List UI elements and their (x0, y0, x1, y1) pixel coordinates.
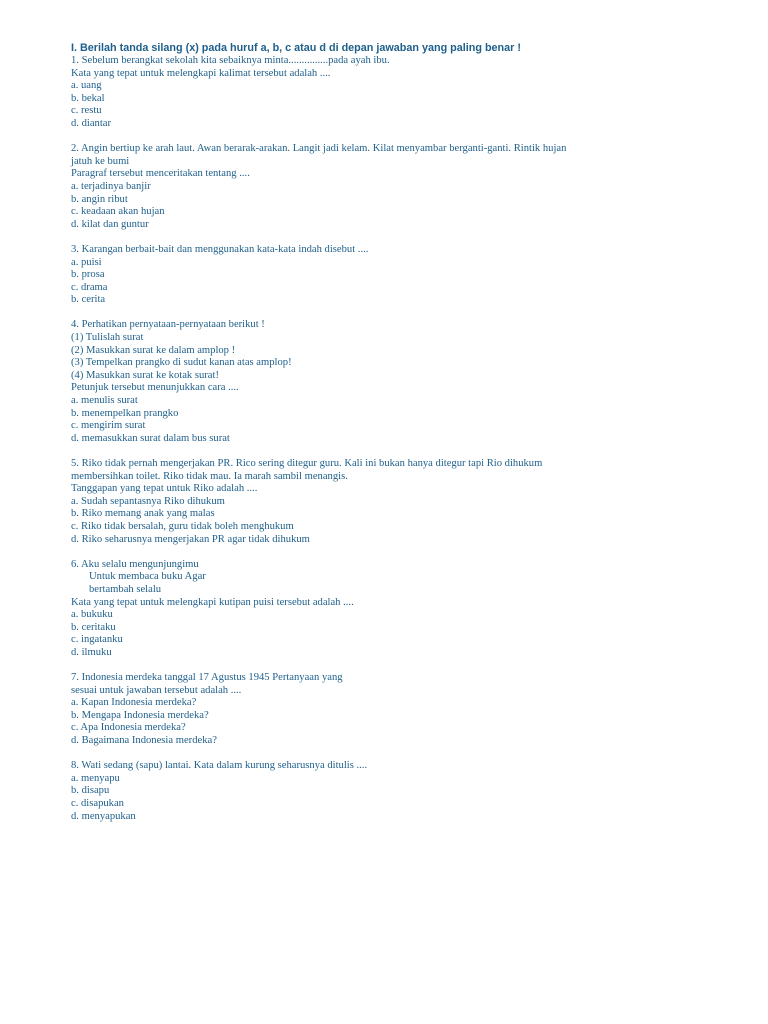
question-3-option-c[interactable]: c. drama (71, 281, 108, 293)
question-6-option-a[interactable]: a. bukuku (71, 609, 113, 621)
question-divider (71, 131, 711, 144)
question-5-stem-line-2: membersihkan toilet. Riko tidak mau. Ia marah sambil menangis. (71, 470, 348, 482)
worksheet-page (71, 42, 711, 823)
question-3-option-b[interactable]: b. prosa (71, 269, 105, 281)
question-8-option-b[interactable]: b. disapu (71, 785, 110, 797)
question-4-option-d[interactable]: d. memasukkan surat dalam bus surat (71, 432, 230, 444)
question-1-option-d[interactable]: d. diantar (71, 117, 112, 129)
question-4-option-a[interactable]: a. menulis surat (71, 395, 138, 407)
question-6-poem-line-3: bertambah selalu (89, 583, 162, 595)
question-7-stem-line-2: sesuai untuk jawaban tersebut adalah .... (71, 684, 242, 696)
question-1-option-b[interactable]: b. bekal (71, 92, 105, 104)
question-1 (71, 55, 711, 131)
question-2-stem-line-1: 2. Angin bertiup ke arah laut. Awan berarak-arakan. Langit jadi kelam. Kilat menyambar berganti-ganti. Rintik hujan (71, 143, 567, 155)
question-2-option-b[interactable]: b. angin ribut (71, 193, 128, 205)
question-1-stem: 1. Sebelum berangkat sekolah kita sebaiknya minta...............pada ayah ibu. (71, 55, 390, 66)
question-2-option-c[interactable]: c. keadaan akan hujan (71, 206, 165, 218)
question-7-stem-line-1: 7. Indonesia merdeka tanggal 17 Agustus 1945 Pertanyaan yang (71, 672, 343, 684)
question-6-prompt: Kata yang tepat untuk melengkapi kutipan puisi tersebut adalah .... (71, 596, 354, 608)
question-6-option-b[interactable]: b. ceritaku (71, 621, 116, 633)
question-5-prompt: Tanggapan yang tepat untuk Riko adalah .... (71, 483, 258, 495)
question-divider (71, 748, 711, 761)
question-divider (71, 231, 711, 244)
question-8 (71, 760, 711, 823)
section-heading: I. Berilah tanda silang (x) pada huruf a, b, c atau d di depan jawaban yang paling benar ! (71, 42, 521, 54)
question-4-option-b[interactable]: b. menempelkan prangko (71, 407, 179, 419)
question-4-option-c[interactable]: c. mengirim surat (71, 420, 146, 432)
question-6-poem-line-1: 6. Aku selalu mengunjungimu (71, 558, 199, 570)
question-1-prompt: Kata yang tepat untuk melengkapi kalimat tersebut adalah .... (71, 67, 331, 79)
question-7-option-c[interactable]: c. Apa Indonesia merdeka? (71, 722, 186, 734)
question-6 (71, 559, 711, 660)
question-8-option-c[interactable]: c. disapukan (71, 798, 124, 810)
question-1-option-a[interactable]: a. uang (71, 80, 102, 92)
question-6-poem-line-2: Untuk membaca buku Agar (89, 571, 206, 583)
question-4-statement-4: (4) Masukkan surat ke kotak surat! (71, 369, 219, 381)
question-4-statement-2: (2) Masukkan surat ke dalam amplop ! (71, 344, 236, 356)
question-2-prompt: Paragraf tersebut menceritakan tentang .... (71, 168, 250, 180)
question-5-option-b[interactable]: b. Riko memang anak yang malas (71, 508, 215, 520)
question-2-stem-line-2: jatuh ke bumi (71, 155, 130, 167)
question-2-option-a[interactable]: a. terjadinya banjir (71, 180, 151, 192)
question-divider (71, 546, 711, 559)
question-4-stem: 4. Perhatikan pernyataan-pernyataan berikut ! (71, 319, 265, 331)
question-5-option-d[interactable]: d. Riko seharusnya mengerjakan PR agar tidak dihukum (71, 533, 310, 545)
question-4 (71, 319, 711, 445)
question-1-option-c[interactable]: c. restu (71, 105, 102, 117)
question-3-option-a[interactable]: a. puisi (71, 256, 102, 268)
question-5-option-c[interactable]: c. Riko tidak bersalah, guru tidak boleh menghukum (71, 520, 294, 532)
question-8-stem: 8. Wati sedang (sapu) lantai. Kata dalam kurung seharusnya ditulis .... (71, 760, 368, 772)
question-4-prompt: Petunjuk tersebut menunjukkan cara .... (71, 382, 239, 394)
question-8-option-a[interactable]: a. menyapu (71, 772, 120, 784)
question-8-option-d[interactable]: d. menyapukan (71, 810, 136, 822)
question-4-statement-1: (1) Tulislah surat (71, 332, 144, 344)
question-7-option-b[interactable]: b. Mengapa Indonesia merdeka? (71, 709, 209, 721)
question-5-option-a[interactable]: a. Sudah sepantasnya Riko dihukum (71, 495, 225, 507)
question-divider (71, 445, 711, 458)
question-6-option-c[interactable]: c. ingatanku (71, 634, 123, 646)
question-3 (71, 244, 711, 307)
question-4-statement-3: (3) Tempelkan prangko di sudut kanan atas amplop! (71, 357, 292, 369)
question-3-stem: 3. Karangan berbait-bait dan menggunakan kata-kata indah disebut .... (71, 243, 369, 255)
question-divider (71, 307, 711, 320)
question-5 (71, 458, 711, 546)
question-2 (71, 143, 711, 231)
question-5-stem-line-1: 5. Riko tidak pernah mengerjakan PR. Rico sering ditegur guru. Kali ini bukan hanya ditegur tapi Rio dihukum (71, 458, 543, 469)
question-7-option-d[interactable]: d. Bagaimana Indonesia merdeka? (71, 735, 217, 747)
question-6-option-d[interactable]: d. ilmuku (71, 646, 112, 658)
question-3-option-d[interactable]: b. cerita (71, 294, 106, 306)
question-7 (71, 672, 711, 748)
question-2-option-d[interactable]: d. kilat dan guntur (71, 218, 149, 230)
question-7-option-a[interactable]: a. Kapan Indonesia merdeka? (71, 697, 197, 709)
question-divider (71, 660, 711, 673)
